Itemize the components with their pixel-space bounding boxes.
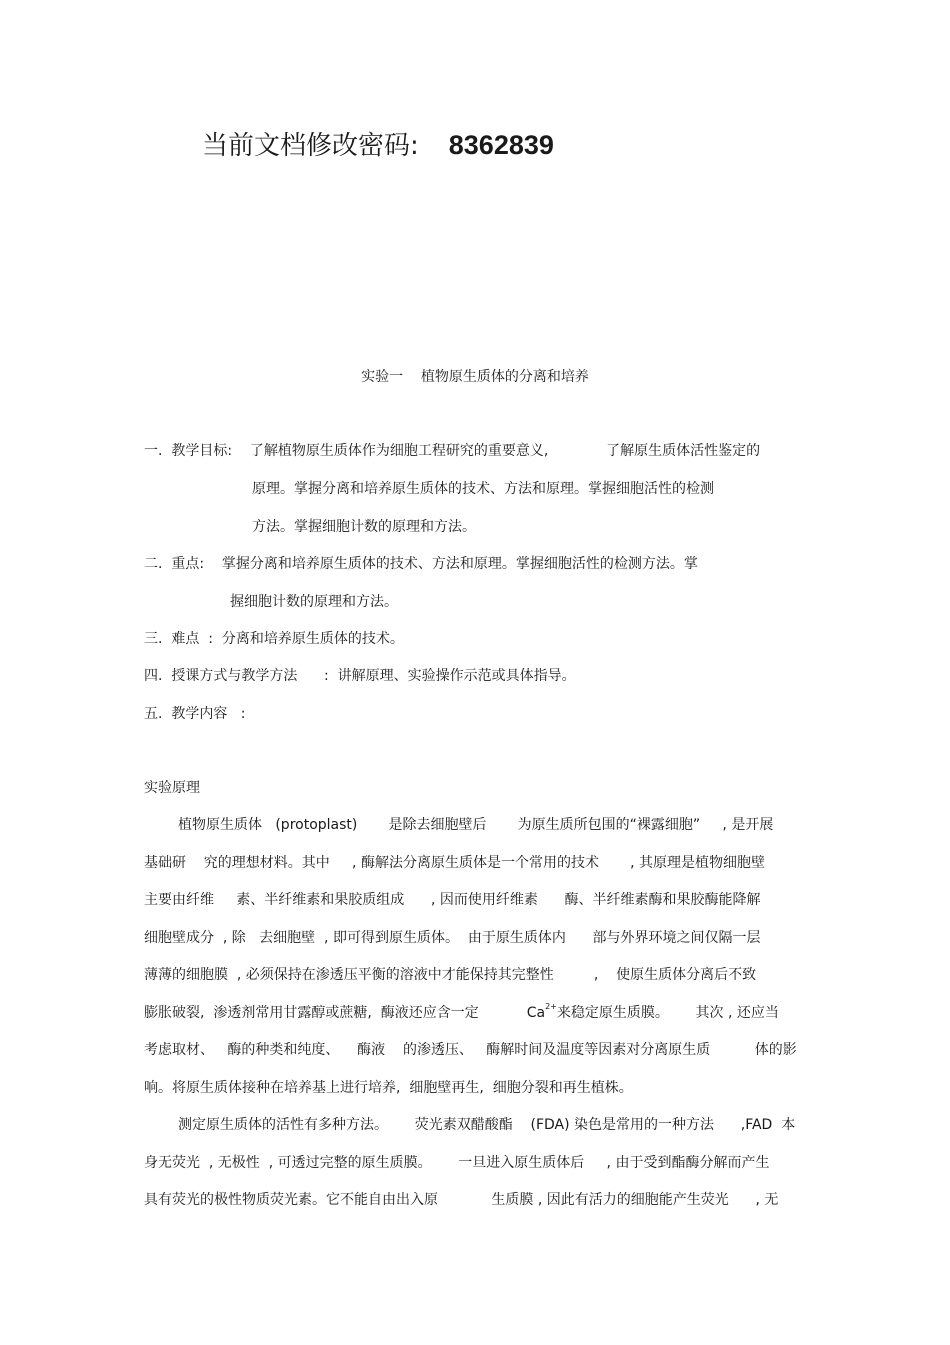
password-label: 当前文档修改密码: [202, 131, 419, 161]
principle-p1-line-7: 考虑取材、 酶的种类和纯度、 酶液 的渗透压、 酶解时间及温度等因素对分离原生质 体的影 [144, 1042, 797, 1058]
password-notice [202, 126, 554, 165]
objectives-line-2: 原理。掌握分离和培养原生质体的技术、方法和原理。掌握细胞活性的检测 [252, 481, 714, 497]
password-value: 8362839 [448, 130, 554, 160]
principle-p2-line-2: 身无荧光 , 无极性 , 可透过完整的原生质膜。 一旦进入原生质体后 , 由于受到酯酶分解而产生 [144, 1155, 770, 1171]
experiment-title: 实验一 植物原生质体的分离和培养 [361, 369, 589, 385]
key-points-line-2: 握细胞计数的原理和方法。 [230, 594, 398, 610]
line6-after: 来稳定原生质膜。 其次 , 还应当 [556, 1005, 779, 1021]
objectives-line-1: 一. 教学目标: 了解植物原生质体作为细胞工程研究的重要意义, 了解原生质体活性鉴定的 [144, 443, 761, 459]
principle-p1-line-6 [144, 1002, 779, 1024]
principle-p2-line-1: 测定原生质体的活性有多种方法。 荧光素双醋酸酯 (FDA) 染色是常用的一种方法 ,FAD 本 [178, 1117, 796, 1133]
line6-before: 膨胀破裂, 渗透剂常用甘露醇或蔗糖, 酶液还应含一定 [144, 1005, 479, 1021]
teaching-method-line: 四. 授课方式与教学方法 : 讲解原理、实验操作示范或具体指导。 [144, 668, 576, 684]
objectives-line-3: 方法。掌握细胞计数的原理和方法。 [252, 519, 476, 535]
principle-heading: 实验原理 [144, 780, 200, 796]
principle-p2-line-3: 具有荧光的极性物质荧光素。它不能自由出入原 生质膜 , 因此有活力的细胞能产生荧光 , 无 [144, 1192, 779, 1208]
principle-p1-line-5: 薄薄的细胞膜 , 必须保持在渗透压平衡的溶液中才能保持其完整性 , 使原生质体分离后不致 [144, 967, 757, 983]
calcium-charge: 2+ [545, 1002, 557, 1011]
content-line: 五. 教学内容 : [144, 706, 246, 722]
principle-p1-line-4: 细胞壁成分 , 除 去细胞壁 , 即可得到原生质体。 由于原生质体内 部与外界环境之间仅隔一层 [144, 930, 761, 946]
principle-p1-line-1: 植物原生质体 (protoplast) 是除去细胞壁后 为原生质所包围的“裸露细胞” , 是开展 [178, 817, 774, 833]
principle-p1-line-8: 响。将原生质体接种在培养基上进行培养, 细胞壁再生, 细胞分裂和再生植株。 [144, 1080, 633, 1096]
principle-p1-line-3: 主要由纤维 素、半纤维素和果胶质组成 , 因而使用纤维素 酶、半纤维素酶和果胶酶能降解 [144, 892, 761, 908]
calcium-ion: Ca [526, 1005, 546, 1021]
difficulty-line: 三. 难点 : 分离和培养原生质体的技术。 [144, 631, 404, 647]
key-points-line-1: 二. 重点: 掌握分离和培养原生质体的技术、方法和原理。掌握细胞活性的检测方法。掌 [144, 556, 698, 572]
principle-p1-line-2: 基础研 究的理想材料。其中 , 酶解法分离原生质体是一个常用的技术 , 其原理是植物细胞壁 [144, 855, 766, 871]
